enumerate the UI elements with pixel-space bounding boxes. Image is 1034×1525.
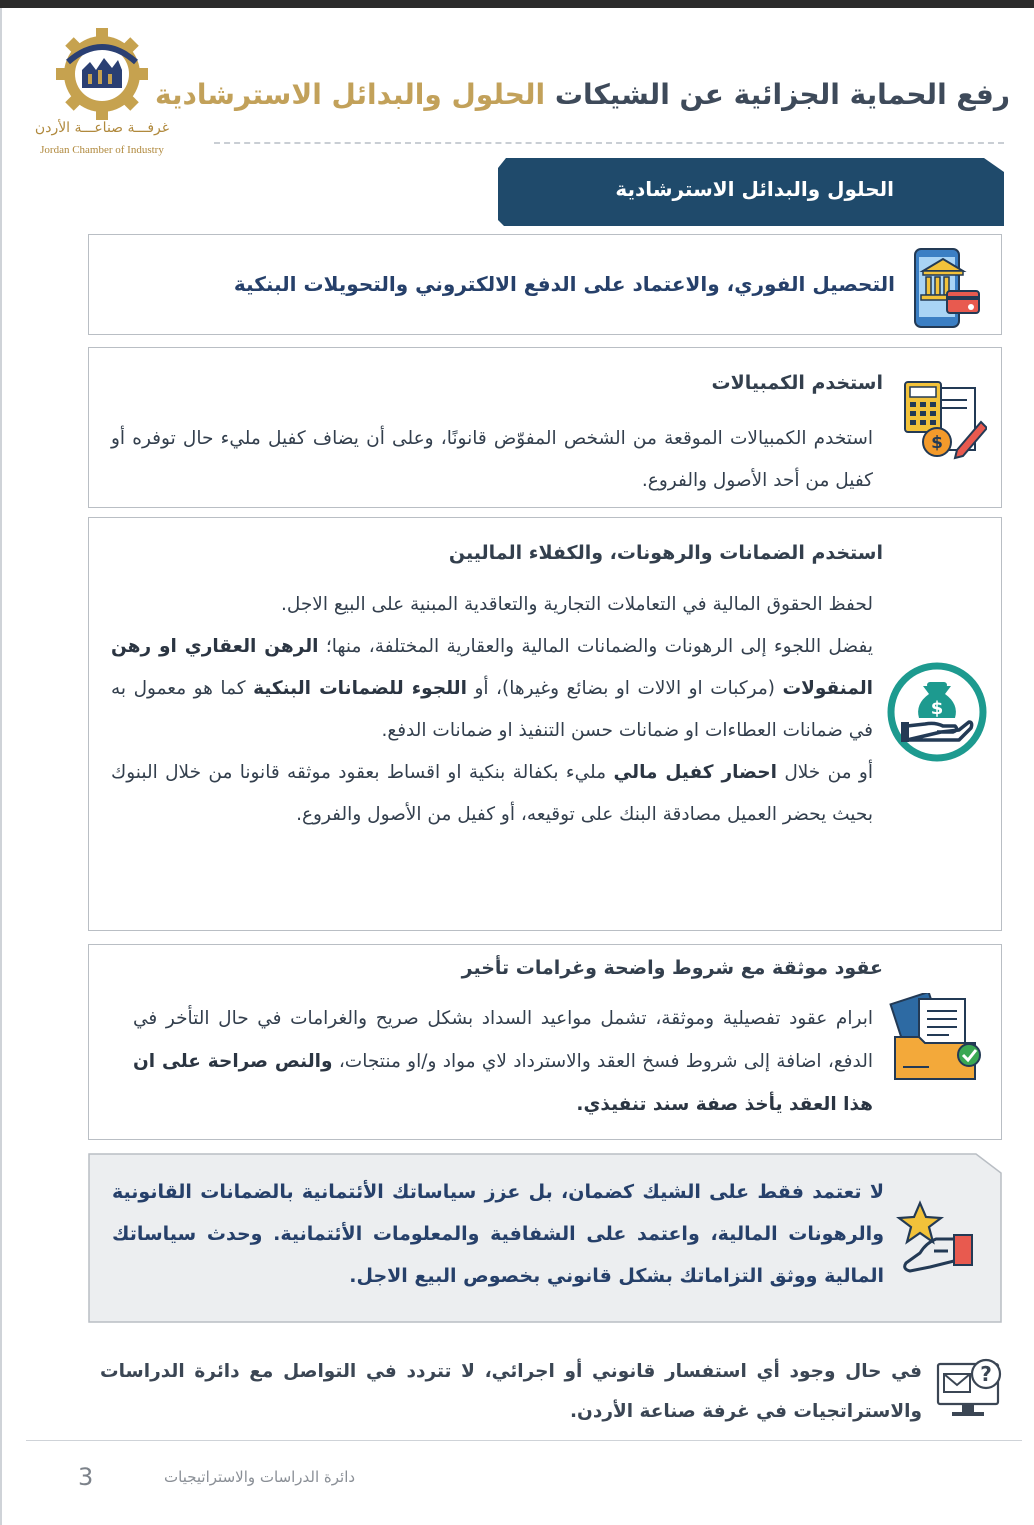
section3-para1: لحفظ الحقوق المالية في التعاملات التجارية والتعاقدية المبنية على البيع الاجل. — [280, 594, 873, 615]
section2-body: استخدم الكمبيالات الموقعة من الشخص المفوّض قانونًا، وعلى أن يضاف كفيل مليء حال توفره أو كفيل من أحد الأصول والفروع. — [111, 428, 873, 491]
money-hand-icon — [885, 660, 989, 764]
section-instant-collection — [88, 234, 1002, 335]
para2-bold-bank-guarantees: اللجوء للضمانات البنكية — [253, 678, 467, 699]
para2-part-d: كما هو معمول به في ضمانات العطاءات او ضمانات حسن التنفيذ او ضمانات الدفع. — [111, 678, 873, 741]
title-accent: الحلول والبدائل الاسترشادية — [155, 78, 546, 111]
title-divider — [214, 142, 1004, 144]
footer-department: دائرة الدراسات والاستراتيجيات — [164, 1468, 356, 1486]
section1-text: التحصيل الفوري، والاعتماد على الدفع الالكتروني والتحويلات البنكية — [233, 272, 895, 296]
para3-bold-guarantor: احضار كفيل مالي — [613, 762, 777, 783]
mobile-bank-icon — [911, 247, 983, 329]
section4-body-a: ابرام عقود تفصيلية وموثقة، تشمل مواعيد السداد بشكل صريح والغرامات في حال التأخر في الدفع، اضافة إلى شروط فسخ العقد والاسترداد لاي مواد و/او منتجات، — [133, 1008, 874, 1072]
svg-text:$: $ — [931, 433, 943, 453]
logo-arabic-name: غرفـــة صناعـــة الأردن — [34, 120, 170, 136]
section-promissory-notes — [88, 347, 1002, 508]
para2-bold-mortgage: الرهن العقاري او رهن المنقولات — [111, 636, 874, 699]
para3-part-a: أو من خلال — [776, 762, 874, 783]
section-credit-policy-note — [88, 1153, 1002, 1323]
title-main: رفع الحماية الجزائية عن الشيكات — [554, 78, 1010, 111]
section-guarantees — [88, 517, 1002, 931]
contact-note: في حال وجود أي استفسار قانوني أو اجرائي، لا تتردد في التواصل مع دائرة الدراسات والاستراتجيات في غرفة صناعة الأردن. — [100, 1361, 922, 1422]
computer-inquiry-icon — [934, 1356, 1008, 1422]
section4-body-bold: والنص صراحة على ان هذا العقد يأخذ صفة سند تنفيذي. — [133, 1051, 873, 1115]
top-edge-bar — [0, 0, 1034, 8]
page-number: 3 — [78, 1463, 94, 1491]
svg-text:?: ? — [980, 1362, 992, 1386]
section3-para2 — [111, 626, 873, 752]
section3-para3 — [111, 752, 873, 836]
left-edge-line — [0, 8, 2, 1525]
para2-part-a: يفضل اللجوء إلى الرهونات والضمانات المالية والعقارية المختلفة، منها؛ — [318, 636, 873, 657]
para2-part-c: (مركبات او الالات او بضائع وغيرها)، أو — [466, 678, 783, 699]
logo-english-name: Jordan Chamber of Industry — [40, 144, 164, 156]
section3-title: استخدم الضمانات والرهونات، والكفلاء الماليين — [448, 542, 883, 564]
section3-body — [111, 584, 873, 836]
section-banner — [498, 158, 1004, 226]
calculator-invoice-icon — [901, 378, 987, 464]
svg-text:$: $ — [930, 698, 944, 719]
section5-text: لا تعتمد فقط على الشيك كضمان، بل عزز سياساتك الأئتمانية بالضمانات القانونية والرهونات المالية، واعتمد على الشفافية والمعلومات الأئتمانية. وحدث سياساتك المالية ووثق التزاماتك بشكل قانوني بخصوص البيع الاجل. — [112, 1181, 884, 1287]
section4-title: عقود موثقة مع شروط واضحة وغرامات تأخير — [461, 957, 883, 979]
contract-folder-icon — [889, 993, 985, 1085]
page-title — [155, 78, 1010, 111]
section-documented-contracts — [88, 944, 1002, 1140]
banner-title: الحلول والبدائل الاسترشادية — [615, 177, 894, 201]
star-hand-icon — [896, 1199, 978, 1277]
section4-body — [133, 997, 873, 1126]
para3-part-c: مليء بكفالة بنكية او اقساط بعقود موثقه قانونا من خلال البنوك بحيث يحضر العميل مصادقة البنك على توقيعه، أو كفيل من الأصول والفروع. — [111, 762, 873, 825]
section2-title: استخدم الكمبيالات — [711, 372, 883, 394]
footer-divider — [26, 1440, 1022, 1441]
